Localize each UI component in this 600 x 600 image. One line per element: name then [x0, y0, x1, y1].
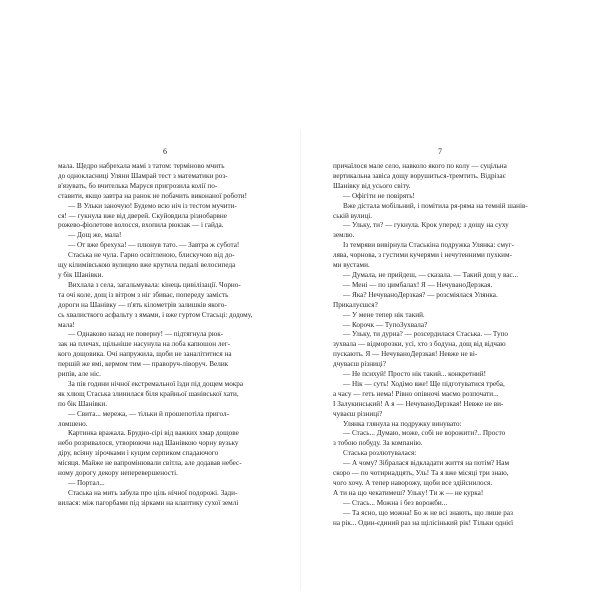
text-line: — Нік — суть! Ходімо вже! Ще підготуватися треба, — [343, 379, 505, 388]
text-line: ся! — гукнула вже від дверей. Скуйовдила різнобарвне — [58, 211, 227, 220]
text-line: мала! — [58, 320, 75, 329]
text-line: зухвала — відморозки, усі, хто з бодуна, дощ від відчаю — [333, 340, 506, 349]
text-line: дчуваєш різниці? — [333, 360, 386, 369]
text-line: — От вже брехуха! — плюнув тато. — Завтра ж субота! — [68, 241, 240, 250]
text-line: — Портал... — [68, 479, 105, 487]
text-line: зак на плечах, щільніше насунула на лоба капюшон лег- — [58, 340, 231, 349]
text-line: небо розривалося, утворюючи над Шанівкою чорну вузьку — [58, 439, 239, 448]
text-line: ській вулиці. — [333, 211, 373, 220]
text-line: — Стась... Можна і без ворожби... — [343, 498, 448, 507]
text-line: в'язувать, бо вчителька Маруся пригрозила колії по- — [58, 181, 218, 190]
text-line: місяця. Майже не вапромінювали світла, але додавав небес- — [58, 459, 242, 468]
text-line: Із темряви вивірнула Стаськіна подружка Улянка: смуг- — [343, 241, 514, 250]
right-page — [333, 147, 547, 529]
text-line: — Не психуй! Просто нік такий... конкретний! — [343, 370, 487, 379]
text-line: — Однаково назад не поверну! — підтягнула рюк- — [68, 330, 224, 339]
text-line: на рік... Один-єдиний раз на щілісінький рік! Тільки однієї — [333, 518, 514, 527]
text-line: Прикалуєшся? — [333, 300, 378, 309]
text-line: першій же ямі, кермом тим — праворуч-ліворуч. Велик — [58, 360, 229, 369]
text-line: — Корочк — ТупоЗухвала? — [343, 320, 428, 329]
text-line: — Офігіти не повірять! — [343, 191, 415, 200]
text-line: щу кілимівською вулицею вже крутила педалі велосипеда — [58, 261, 236, 270]
text-line: — Ульку, ти? — гукнула. Крок уперед: з дощу на суху — [343, 221, 509, 230]
text-line: ставити, якщо завтра на ранок не побачить виконаної роботи! — [58, 191, 248, 200]
text-line: до однокласниці Уляни Шамрай тест з математики роз- — [58, 171, 228, 180]
text-line: — А чому? Зібралася відкладати життя на потім? Нам — [343, 459, 509, 468]
text-line: Стаська не чула. Гарно освітленою, блискучою від до- — [68, 251, 235, 260]
text-line: у бік Шанівки. — [58, 270, 104, 279]
text-line: діру, всіяну зірочками і куцим серпиком спадаючого — [58, 449, 219, 458]
text-line: чого хочу. А тепер наворожу, щоби все здійснилося. — [333, 479, 493, 487]
text-line: як хлющ Стаська злинилася біля крайньої шанівської хати, — [58, 389, 239, 398]
text-line: Картинка вражала. Брудно-сірі від важких хмар дощове — [68, 429, 239, 438]
text-line: та очі коле, дощ із вітром з ніг збиває, попереду замість — [58, 290, 229, 299]
page-gutter — [300, 130, 301, 590]
text-line: рипів, але ніс. — [58, 370, 101, 379]
text-line: скоро — по чотирнадцять, Уль! Та я вже місяці три знаю, — [333, 469, 509, 478]
text-line: Стаська розлютувалася: — [343, 449, 417, 458]
text-line: — Мені — по цимбалах! Я — НечуваноДерзкая. — [343, 280, 493, 289]
text-line: Вже дістала мобільний, і помітила ря-ряма на темній шанів- — [343, 201, 528, 210]
text-line: чуваєш різниці? — [333, 409, 383, 418]
text-line: вилася: між пагорбами під зірками на клаптику сухої землі — [58, 498, 239, 507]
text-line: — Свита... мережа, — тільки й прошепотіла пригол- — [68, 409, 230, 418]
text-line: — Та ясно, що можна! Бо ж не всі знають, що лише раз — [343, 508, 513, 517]
text-line: сь хвалисткого асфальту з ямами, і вже гуртом Стасьці: додому, — [58, 310, 253, 319]
text-line: рожево-фіолетове волосся, вхопила рюкзак — і гайда. — [58, 221, 224, 230]
left-page-number: 6 — [163, 147, 167, 156]
text-line: лява, чорнова, з густими кучерями і нечутенними пухким- — [333, 251, 512, 260]
text-line: — Думала, не прийдеш, — сказала. — Такий дощ у вас... — [343, 270, 519, 279]
left-page-body — [58, 162, 272, 509]
text-line: з тобою побуду. За компанію. — [333, 439, 423, 448]
text-line: мала. Щедро набрехала мамі з татом: терміново мчить — [58, 162, 225, 170]
text-line: — Дощ же, мала! — [68, 231, 122, 240]
text-line: ломшено. — [58, 419, 88, 428]
text-line: ному дорогу декору неперевершеності. — [58, 469, 178, 478]
text-line: — Яка? НечуваноДерзкая? — розсміялася Улянка. — [343, 290, 498, 299]
right-page-body — [333, 162, 547, 529]
text-line: — Ульку, ти дурна? — розсердилася Стаська. — Тупо — [343, 330, 508, 339]
text-line: а часу — геть нема! Рівно опівночі маємо розпочати... — [333, 389, 499, 398]
text-line: причаїлося мале село, навколо якого по колу — суцільна — [333, 162, 507, 170]
text-line: Стаська на мить забула про ціль нічної подорожі. Зади- — [68, 488, 238, 497]
text-line: Шанівку від усього світу. — [333, 181, 411, 190]
text-line: — Стась... Думаю, може, собі не ворожити?.. Просто — [343, 429, 506, 438]
text-line: За пів години нічної екстремальної їзди під дощем мокра — [68, 379, 244, 388]
text-line: Улянка глянула на подружку винувато: — [343, 419, 462, 428]
text-line: А ти на що чекатимеш? Ульку! Ти ж — не курка! — [333, 488, 484, 497]
text-line: вертикальна завіса дощу ворушиться-тремтить. Відрізає — [333, 171, 506, 180]
text-line: по бік Шанівки. — [58, 399, 107, 408]
text-line: кого дощовика. Очі напружила, щоби не заналітитися на — [58, 350, 232, 359]
left-page — [58, 147, 272, 509]
text-line: ми вустами. — [333, 261, 370, 270]
text-line: землю. — [333, 231, 355, 240]
right-page-number: 7 — [438, 147, 442, 156]
text-line: дороги на Шанівку — п'ять кілометрів залишків якого- — [58, 300, 227, 309]
text-line: пускають. Я — НечуваноДерзкая! Невже не ві- — [333, 350, 478, 359]
text-line: — У мене тепер нік такий. — [343, 310, 425, 319]
text-line: І Залукинський! А я — НечуваноДерзкая! Невже не ви- — [333, 399, 504, 408]
text-line: Вихлала з села, загальмувала: кінець цивілізації. Чорно- — [68, 280, 241, 289]
text-line: — В Ульки заночую! Будемо всю ніч із тестом мучити- — [68, 201, 237, 210]
